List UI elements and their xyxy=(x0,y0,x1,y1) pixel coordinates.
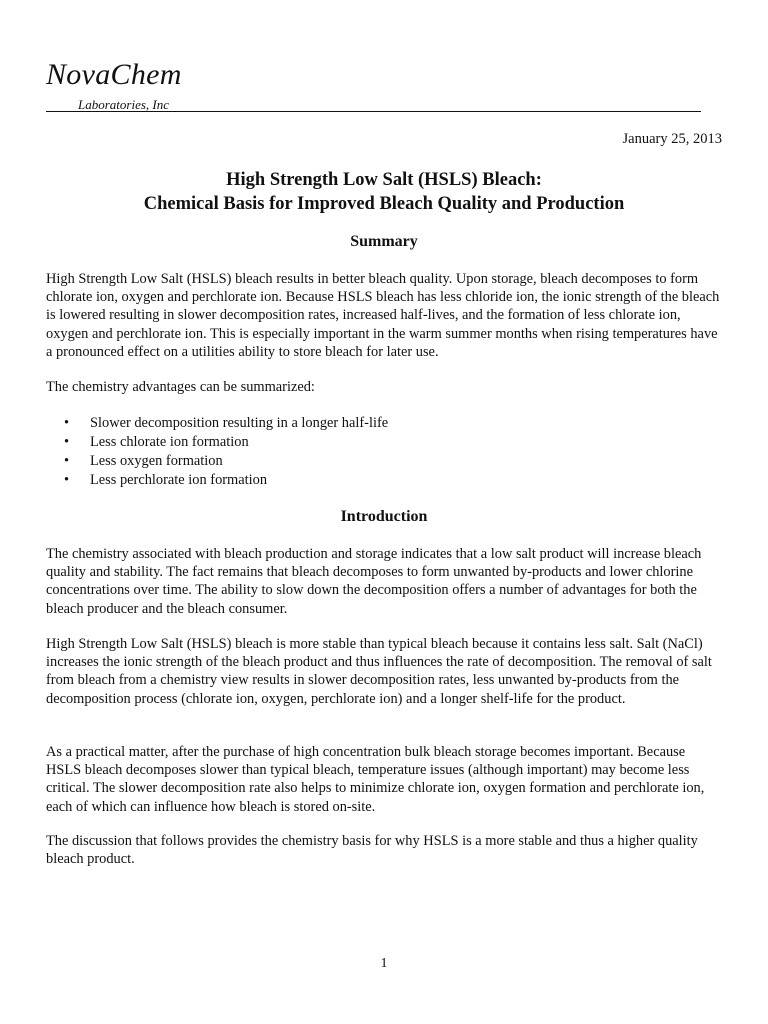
list-item-text: Slower decomposition resulting in a longer half-life xyxy=(90,415,389,431)
introduction-heading: Introduction xyxy=(340,508,428,525)
bullet-icon: • xyxy=(64,434,70,450)
summary-paragraph: High Strength Low Salt (HSLS) bleach results in better bleach quality. Upon storage, bleach decomposes to form chlorate ion, oxygen and perchlorate ion. Because HSLS bleach has less chloride ion, the ionic strength of the bleach is lowered resulting in slower decomposition rates, increased half-lives, and the formation of less chlorate ion, oxygen and perchlorate ion. This is especially important in the warm summer months when rising temperatures have a pronounced effect on a utilities ability to store bleach for later use. xyxy=(46,271,720,360)
advantages-intro: The chemistry advantages can be summarized: xyxy=(46,379,315,395)
bullet-icon: • xyxy=(64,472,70,488)
bullet-icon: • xyxy=(64,453,70,469)
advantages-list xyxy=(46,414,722,490)
page-number: 1 xyxy=(380,956,388,971)
document-title-line-2: Chemical Basis for Improved Bleach Quality and Production xyxy=(143,194,625,214)
list-item-text: Less oxygen formation xyxy=(90,453,223,469)
document-date: January 25, 2013 xyxy=(622,131,722,147)
introduction-paragraph-4: The discussion that follows provides the chemistry basis for why HSLS is a more stable and thus a higher quality bleach product. xyxy=(46,833,698,868)
list-item xyxy=(46,414,722,433)
introduction-paragraph-2: High Strength Low Salt (HSLS) bleach is more stable than typical bleach because it contains less salt. Salt (NaCl) increases the ionic strength of the bleach product and thus influences the rate of decomposition. The removal of salt from bleach from a chemistry view results in slower decomposition rates, less unwanted by-products from the decomposition process (chlorate ion, oxygen, perchlorate ion) and a longer shelf-life for the product. xyxy=(46,636,712,707)
list-item xyxy=(46,471,722,490)
bullet-icon: • xyxy=(64,415,70,431)
list-item xyxy=(46,452,722,471)
introduction-paragraph-1: The chemistry associated with bleach production and storage indicates that a low salt product will increase bleach quality and stability. The fact remains that bleach decomposes to form unwanted by-products and lower chlorine concentrations over time. The ability to slow down the decomposition offers a number of advantages for both the bleach producer and the bleach consumer. xyxy=(46,546,702,617)
list-item-text: Less perchlorate ion formation xyxy=(90,472,268,488)
company-logo-subtitle: Laboratories, Inc xyxy=(78,97,169,112)
list-item xyxy=(46,433,722,452)
list-item-text: Less chlorate ion formation xyxy=(90,434,249,450)
introduction-paragraph-3: As a practical matter, after the purchase of high concentration bulk bleach storage becomes important. Because HSLS bleach decomposes slower than typical bleach, temperature issues (although important) may become less critical. The slower decomposition rate also helps to minimize chlorate ion, oxygen formation and perchlorate ion, each of which can influence how bleach is stored on-site. xyxy=(46,744,705,815)
summary-heading: Summary xyxy=(350,233,418,250)
document-title-line-1: High Strength Low Salt (HSLS) Bleach: xyxy=(226,170,542,190)
company-logo-name: NovaChem xyxy=(46,58,182,91)
letterhead-rule xyxy=(46,111,701,112)
